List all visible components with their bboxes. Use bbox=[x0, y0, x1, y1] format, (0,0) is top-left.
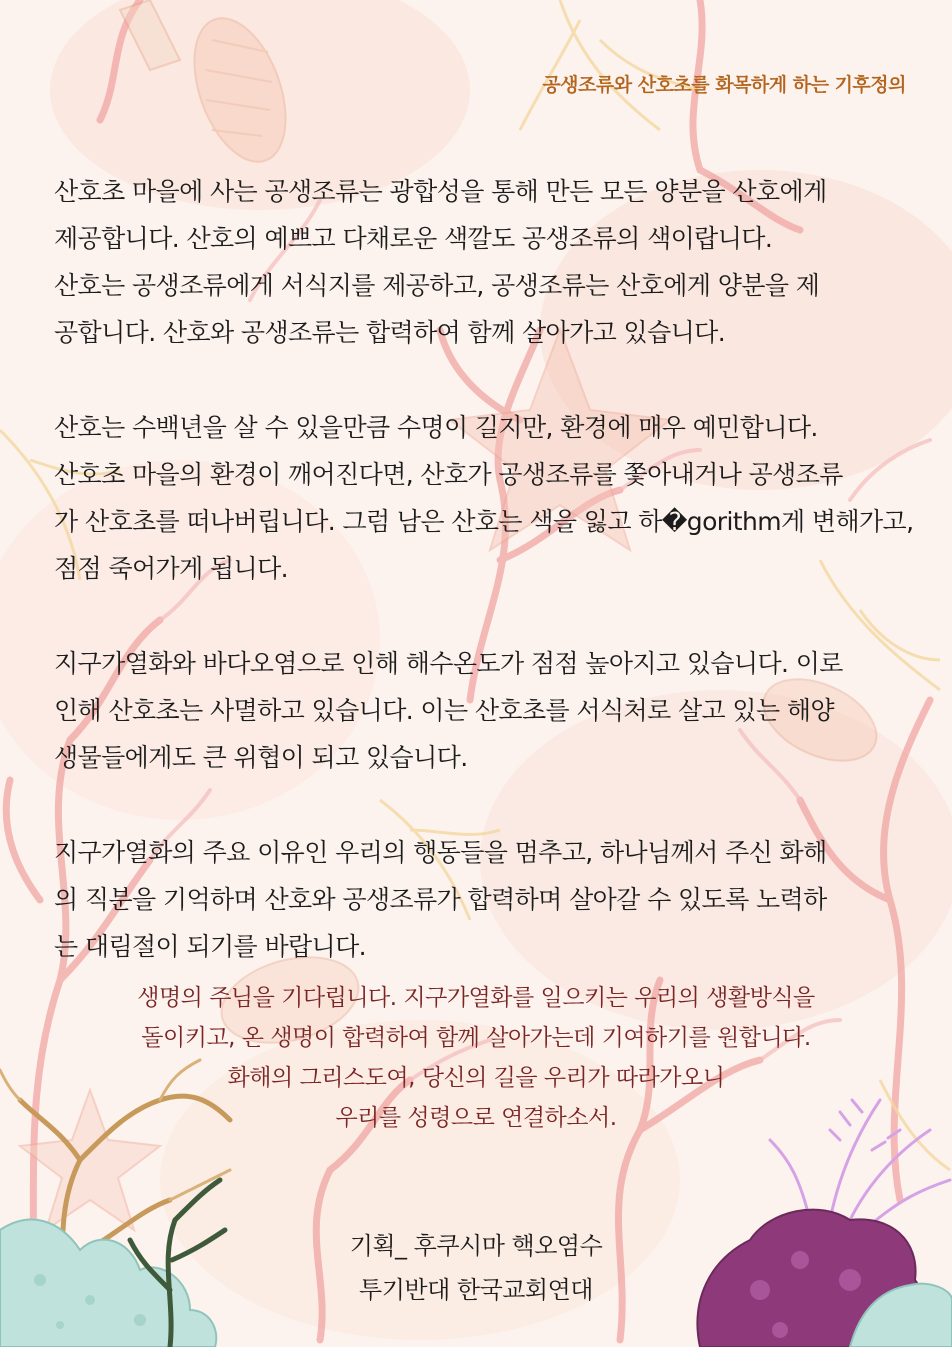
text-line: 의 직분을 기억하며 산호와 공생조류가 합력하며 살아갈 수 있도록 노력하 bbox=[54, 885, 827, 914]
text-line: 산호초 마을의 환경이 깨어진다면, 산호가 공생조류를 쫓아내거나 공생조류 bbox=[54, 460, 843, 489]
text-line: 산호는 공생조류에게 서식지를 제공하고, 공생조류는 산호에게 양분을 제 bbox=[54, 271, 820, 300]
credits bbox=[0, 1224, 952, 1312]
paragraph-global-heating bbox=[54, 640, 904, 781]
text-line: 점점 죽어가게 됩니다. bbox=[54, 554, 288, 583]
paragraph-advent-hope bbox=[54, 829, 904, 970]
text-line: 인해 산호초는 사멸하고 있습니다. 이는 산호초를 서식처로 살고 있는 해양 bbox=[54, 696, 834, 725]
prayer-line: 돌이키고, 온 생명이 합력하여 함께 살아가는데 기여하기를 원합니다. bbox=[141, 1025, 811, 1051]
text-line: 지구가열화의 주요 이유인 우리의 행동들을 멈추고, 하나님께서 주신 화해 bbox=[54, 838, 827, 867]
text-line: 생물들에게도 큰 위협이 되고 있습니다. bbox=[54, 743, 468, 772]
text-line: 지구가열화와 바다오염으로 인해 해수온도가 점점 높아지고 있습니다. 이로 bbox=[54, 649, 843, 678]
credits-planning: 기획_ 후쿠시마 핵오염수 bbox=[349, 1232, 603, 1260]
prayer-line: 화해의 그리스도여, 당신의 길을 우리가 따라가오니 bbox=[227, 1065, 725, 1091]
text-line: 산호초 마을에 사는 공생조류는 광합성을 통해 만든 모든 양분을 산호에게 bbox=[54, 177, 827, 206]
text-line: 가 산호초를 떠나버립니다. 그럼 남은 산호는 색을 잃고 하�gorithm게 변해가고, bbox=[54, 507, 914, 536]
prayer-text bbox=[0, 978, 952, 1138]
paragraph-symbiosis bbox=[54, 168, 904, 356]
text-line: 제공합니다. 산호의 예쁘고 다채로운 색깔도 공생조류의 색이랍니다. bbox=[54, 224, 773, 253]
page-title: 공생조류와 산호초를 화목하게 하는 기후정의 bbox=[542, 74, 906, 96]
prayer-line: 생명의 주님을 기다립니다. 지구가열화를 일으키는 우리의 생활방식을 bbox=[137, 985, 815, 1011]
credits-organization: 투기반대 한국교회연대 bbox=[359, 1276, 593, 1304]
text-line: 는 대림절이 되기를 바랍니다. bbox=[54, 932, 366, 961]
prayer-line: 우리를 성령으로 연결하소서. bbox=[335, 1105, 617, 1131]
paragraph-coral-sensitivity bbox=[54, 404, 914, 592]
text-line: 공합니다. 산호와 공생조류는 합력하여 함께 살아가고 있습니다. bbox=[54, 318, 726, 347]
text-line: 산호는 수백년을 살 수 있을만큼 수명이 길지만, 환경에 매우 예민합니다. bbox=[54, 413, 818, 442]
body-text bbox=[54, 168, 914, 1018]
